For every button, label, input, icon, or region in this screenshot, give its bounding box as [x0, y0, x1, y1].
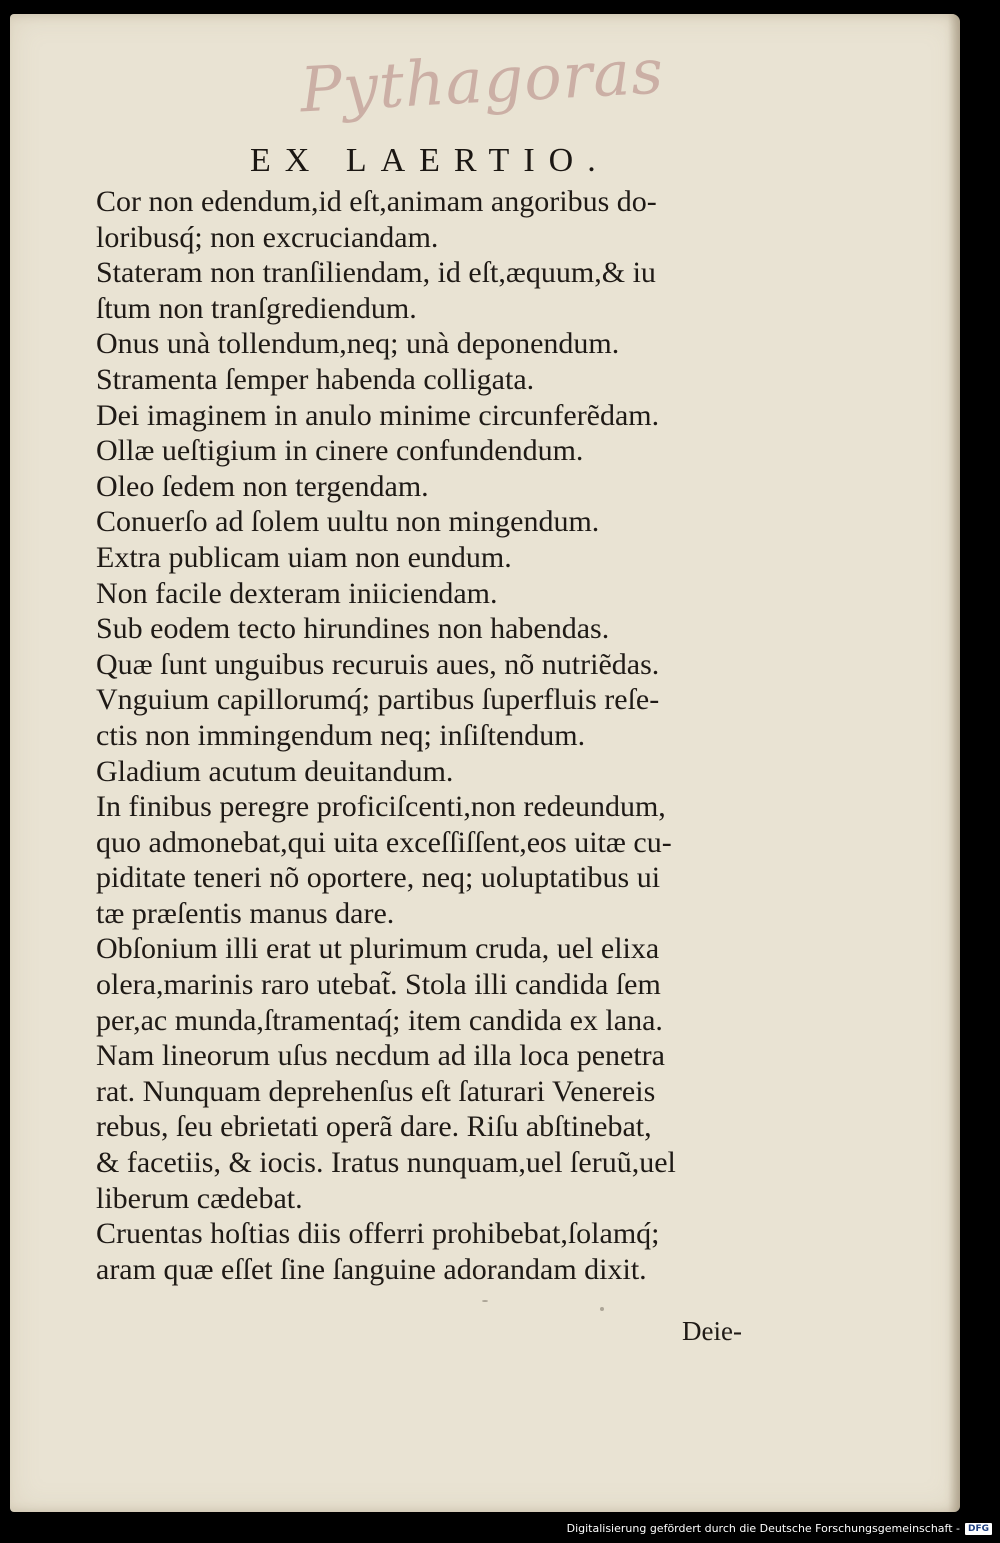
text-line: Non facile dexteram iniiciendam.	[96, 576, 498, 610]
text-line: Quæ ſunt unguibus recuruis aues, nõ nutriẽdas.	[96, 647, 660, 681]
dfg-logo-icon: DFG	[965, 1523, 992, 1535]
text-line: Gladium acutum deuitandum.	[96, 754, 454, 788]
text-line: Obſonium illi erat ut plurimum cruda, uel elixa	[96, 932, 660, 966]
text-line: In finibus peregre proficiſcenti,non redeundum,	[96, 790, 666, 824]
text-line: per,ac munda,ſtramentaq́; item candida ex lana.	[96, 1003, 663, 1037]
text-line: Cor non edendum,id eſt,animam angoribus do-	[96, 185, 657, 218]
text-line: Sub eodem tecto hirundines non habendas.	[96, 612, 610, 646]
text-line: rebus, ſeu ebrietati operã dare. Riſu abſtinebat,	[96, 1110, 652, 1144]
text-line: Oleo ſedem non tergendam.	[96, 469, 429, 503]
running-head: EX LAERTIO.	[250, 142, 610, 179]
body-text	[96, 184, 766, 1287]
text-line: Vnguium capillorumq́; partibus ſuperfluis reſe-	[96, 683, 660, 717]
footer-credit: Digitalisierung gefördert durch die Deutsche Forschungsgemeinschaft -	[566, 1522, 960, 1535]
text-line: & facetiis, & iocis. Iratus nunquam,uel ſeruũ,uel	[96, 1146, 676, 1180]
ink-spot	[482, 1300, 488, 1302]
text-line: liberum cædebat.	[96, 1181, 303, 1215]
text-line: Dei imaginem in anulo minime circunferẽdam.	[96, 398, 660, 432]
text-line: Conuerſo ad ſolem uultu non mingendum.	[96, 505, 600, 539]
text-line: aram quæ eſſet ſine ſanguine adorandam dixit.	[96, 1252, 647, 1286]
handwritten-annotation: Pythagoras	[298, 34, 666, 127]
ink-spot	[600, 1307, 604, 1311]
text-line: loribusq́; non excruciandam.	[96, 220, 439, 254]
text-line: Onus unà tollendum,neq; unà deponendum.	[96, 327, 620, 361]
text-line: Stateram non tranſiliendam, id eſt,æquum,& iu	[96, 256, 656, 290]
page-edge-shadow	[948, 14, 960, 1512]
digitization-footer	[567, 1522, 992, 1535]
text-line: Stramenta ſemper habenda colligata.	[96, 362, 535, 396]
text-line: olera,marinis raro utebat̃. Stola illi candida ſem	[96, 968, 661, 1002]
book-page	[10, 14, 960, 1512]
text-line: Extra publicam uiam non eundum.	[96, 540, 512, 574]
text-line: tæ præſentis manus dare.	[96, 896, 395, 930]
text-line: ſtum non tranſgrediendum.	[96, 291, 417, 325]
text-line: ctis non immingendum neq; inſiſtendum.	[96, 718, 586, 752]
text-line: Cruentas hoſtias diis offerri prohibebat,ſolamq́;	[96, 1217, 660, 1251]
text-line: Nam lineorum uſus necdum ad illa loca penetra	[96, 1039, 665, 1073]
catchword: Deie-	[682, 1316, 742, 1346]
text-line: quo admonebat,qui uita exceſſiſſent,eos uitæ cu-	[96, 825, 672, 859]
text-line: Ollæ ueſtigium in cinere confundendum.	[96, 434, 584, 468]
text-line: piditate teneri nõ oportere, neq; uoluptatibus ui	[96, 861, 661, 895]
text-line: rat. Nunquam deprehenſus eſt ſaturari Venereis	[96, 1074, 656, 1108]
